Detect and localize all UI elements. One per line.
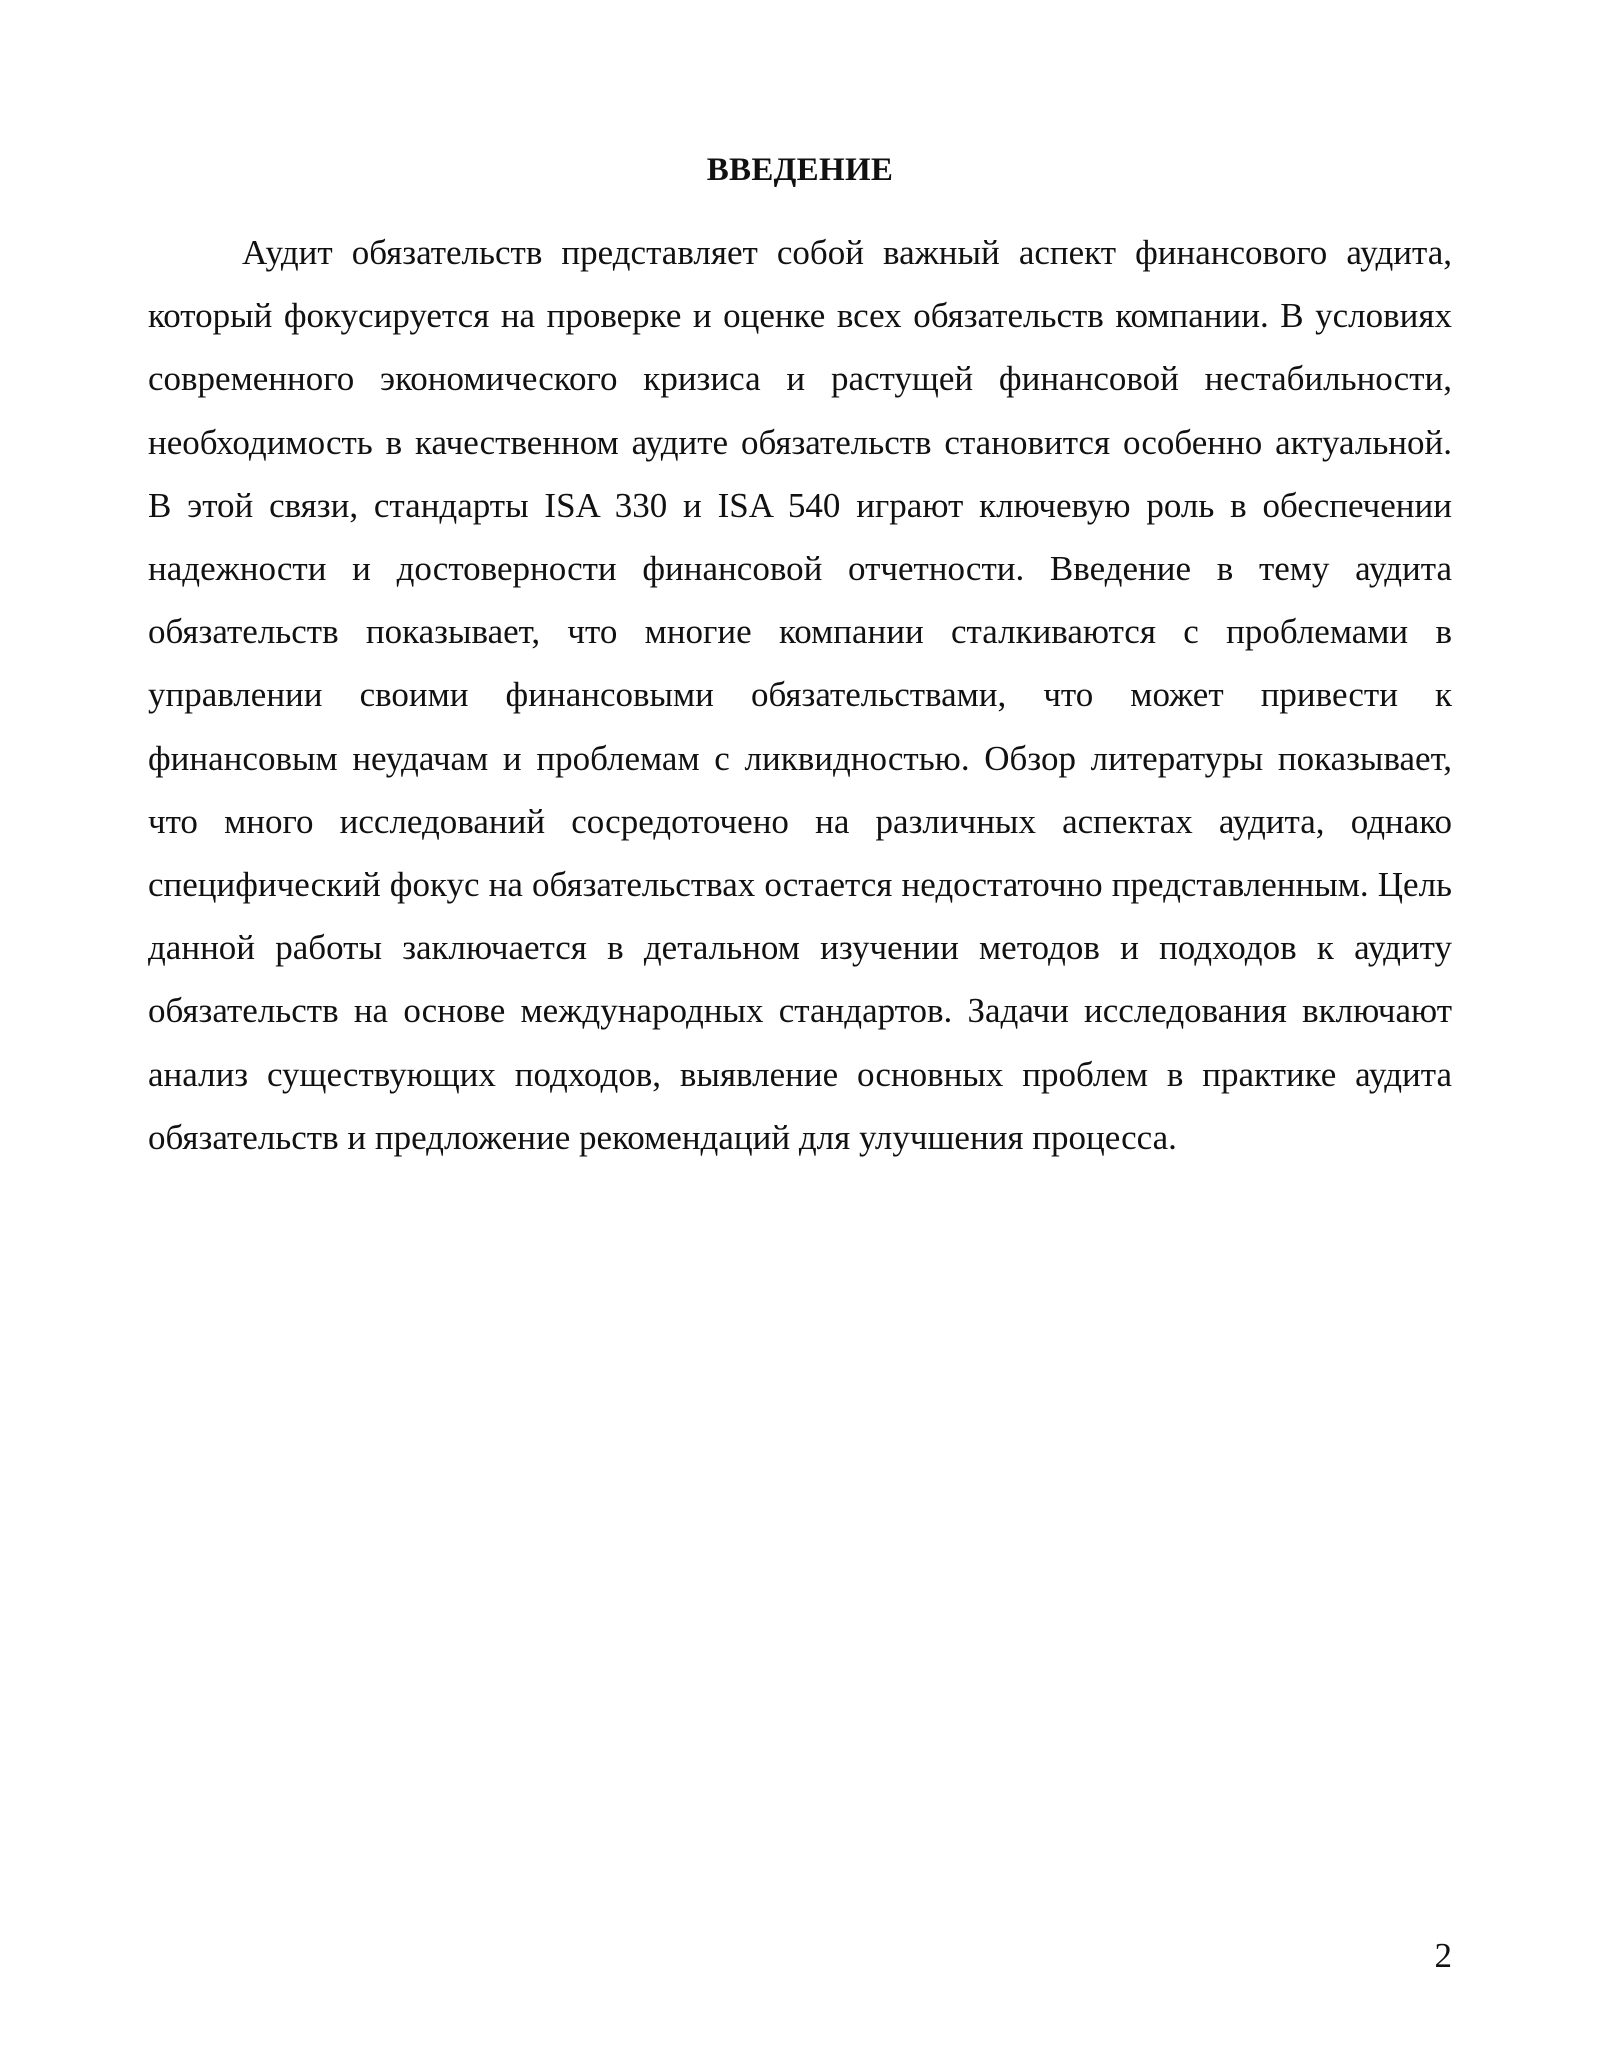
section-heading: ВВЕДЕНИЕ — [706, 152, 894, 188]
page-number: 2 — [1434, 1936, 1452, 1975]
body-paragraph: Аудит обязательств представляет собой важный аспект финансового аудита, который фокусируется на проверке и оценке всех обязательств компании. В условиях современного экономического кризиса и растущей финансовой нестабильности, необходимость в качественном аудите обязательств становится особенно актуальной. В этой связи, стандарты ISA 330 и ISA 540 играют ключевую роль в обеспечении надежности и достоверности финансовой отчетности. Введение в тему аудита обязательств показывает, что многие компании сталкиваются с проблемами в управлении своими финансовыми обязательствами, что может привести к финансовым неудачам и проблемам с ликвидностью. Обзор литературы показывает, что много исследований сосредоточено на различных аспектах аудита, однако специфический фокус на обязательствах остается недостаточно представленным. Цель данной работы заключается в детальном изучении методов и подходов к аудиту обязательств на основе международных стандартов. Задачи исследования включают анализ существующих подходов, выявление основных проблем в практике аудита обязательств и предложение рекомендаций для улучшения процесса. — [148, 233, 1452, 1157]
